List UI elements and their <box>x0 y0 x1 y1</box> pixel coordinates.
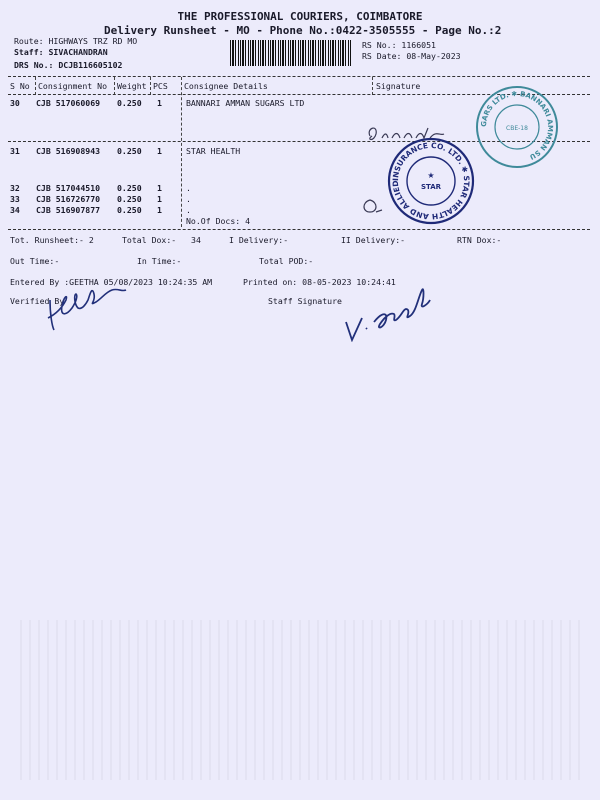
row-consignee: BANNARI AMMAN SUGARS LTD <box>186 98 305 108</box>
row-consignee: . <box>186 194 191 204</box>
staff-label: Staff: SIVACHANDRAN <box>14 47 108 57</box>
col-header-weight: Weight <box>117 81 147 91</box>
barcode <box>230 40 352 66</box>
row-weight: 0.250 <box>117 183 142 193</box>
col-divider <box>372 77 373 95</box>
tot-runsheet: Tot. Runsheet:- 2 <box>10 235 94 245</box>
row-weight: 0.250 <box>117 98 142 108</box>
row-sno: 30 <box>10 98 20 108</box>
row-consignment: CJB 516908943 <box>36 146 101 156</box>
row-pcs: 1 <box>157 205 162 215</box>
rs-date: RS Date: 08-May-2023 <box>362 51 461 61</box>
row-pcs: 1 <box>157 98 162 108</box>
row-pcs: 1 <box>157 146 162 156</box>
svg-text:★: ★ <box>427 171 435 180</box>
svg-text:STAR: STAR <box>420 183 442 191</box>
row-sno: 31 <box>10 146 20 156</box>
row-sno: 34 <box>10 205 20 215</box>
row-pcs: 1 <box>157 194 162 204</box>
row-sno: 32 <box>10 183 20 193</box>
col-header-signature: Signature <box>376 81 421 91</box>
col-header-consignment: Consignment No <box>38 81 108 91</box>
svg-text:INSURANCE CO. LTD. ✱ STAR HEAL: INSURANCE CO. LTD. ✱ STAR HEALTH AND ALLIED <box>390 140 472 222</box>
verified-by-label: Verified By <box>10 296 65 306</box>
drs-number: DRS No.: DCJB116605102 <box>14 60 123 70</box>
col-divider <box>150 77 151 95</box>
rtn-dox: RTN Dox:- <box>457 235 502 245</box>
row-consignment: CJB 516907877 <box>36 205 101 215</box>
staff-signature <box>340 282 440 342</box>
star-health-stamp <box>386 136 476 226</box>
rs-number: RS No.: 1166051 <box>362 40 436 50</box>
total-pod: Total POD:- <box>259 256 314 266</box>
col-header-sno: S No <box>10 81 30 91</box>
entered-by: Entered By :GEETHA 05/08/2023 10:24:35 AM <box>10 277 213 287</box>
col-divider <box>114 77 115 95</box>
row-weight: 0.250 <box>117 146 142 156</box>
receiver-signature-row30 <box>364 118 474 148</box>
row-weight: 0.250 <box>117 194 142 204</box>
col-divider <box>35 77 36 95</box>
printed-on: Printed on: 08-05-2023 10:24:41 <box>243 277 396 287</box>
staff-signature-label: Staff Signature <box>268 296 342 306</box>
col-header-consignee: Consignee Details <box>184 81 268 91</box>
verified-by-signature <box>44 282 134 332</box>
scan-noise <box>20 620 580 780</box>
row-consignee: STAR HEALTH <box>186 146 241 156</box>
row-weight: 0.250 <box>117 205 142 215</box>
route-label: Route: HIGHWAYS TRZ RD MO <box>14 36 138 46</box>
i-delivery: I Delivery:- <box>229 235 289 245</box>
table-bottom-rule <box>8 229 590 230</box>
svg-text:GARS LTD. ✱ BANNARI AMMAN SU: GARS LTD. ✱ BANNARI AMMAN SU <box>479 89 555 161</box>
in-time: In Time:- <box>137 256 182 266</box>
total-dox: Total Dox:- 34 <box>122 235 201 245</box>
company-title: THE PROFESSIONAL COURIERS, COIMBATORE <box>177 10 423 23</box>
row-consignee: . <box>186 205 191 215</box>
row-consignment: CJB 517060069 <box>36 98 101 108</box>
ii-delivery: II Delivery:- <box>341 235 406 245</box>
no-of-docs: No.Of Docs: 4 <box>186 216 251 226</box>
row-consignment: CJB 517044510 <box>36 183 101 193</box>
runsheet-title: Delivery Runsheet - MO - Phone No.:0422-3505555 - Page No.:2 <box>104 24 502 37</box>
row-sno: 33 <box>10 194 20 204</box>
svg-text:CBE-18: CBE-18 <box>506 125 528 132</box>
row-consignment: CJB 516726770 <box>36 194 101 204</box>
table-top-rule <box>8 76 590 77</box>
row-pcs: 1 <box>157 183 162 193</box>
bannari-stamp <box>474 84 560 170</box>
receiver-mark-row32 <box>358 196 388 220</box>
col-divider <box>181 77 182 227</box>
row-consignee: . <box>186 183 191 193</box>
out-time: Out Time:- <box>10 256 60 266</box>
col-header-pcs: PCS <box>153 81 168 91</box>
